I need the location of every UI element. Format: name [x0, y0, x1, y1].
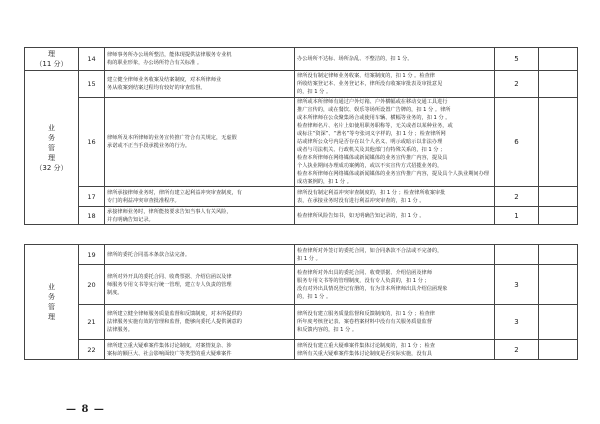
table-row	[25, 340, 578, 360]
evaluation-table-bottom	[24, 244, 578, 360]
blank-cell	[539, 71, 578, 98]
score-cell: 3	[495, 305, 539, 340]
method-cell: 律所没有制定利益冲突审查制度的，扣 1 分 ；检查律所收案审批 表，在承接业务时没有进行利益冲突审查的，扣 1 分 。	[295, 187, 495, 207]
standard-cell: 律所对外开具的委托合同、收费票据、介绍信函以及律 师服务专用文书等实行统一管理，建立专人负责的管理 制度。	[105, 265, 295, 305]
standard-cell: 律所的委托合同基本条款合法完备。	[105, 245, 295, 265]
blank-cell	[539, 245, 578, 265]
blank-cell	[539, 48, 578, 71]
score-cell: 5	[495, 48, 539, 71]
standard-cell: 律所承接律师业务时，律所有建立起利益冲突审查制度，有 专门的利益冲突审查批准程序。	[105, 187, 295, 207]
score-cell: 2	[495, 187, 539, 207]
item-number: 18	[79, 207, 105, 225]
item-number: 14	[79, 48, 105, 71]
method-cell: 检查律所对外签订的委托合同，如合同条款不合法或不完备的， 扣 1 分 。	[295, 245, 495, 265]
table-row	[25, 305, 578, 340]
evaluation-table-top	[24, 47, 578, 225]
standard-cell: 律师事务所办公场所整洁，能体现提供法律服务专业机 构的职业形象，办公场所符合有关标准 。	[105, 48, 295, 71]
category-score: （32 分）	[35, 163, 68, 172]
method-cell: 律所没有建立服务质量监督和反馈制度的，扣 1 分 ；检查律 所年度考核登记表、案卷档案材料中没有有关服务质量监督 和反馈内容的，扣 1 分 。	[295, 305, 495, 340]
score-cell: 1	[495, 207, 539, 225]
blank-cell	[539, 98, 578, 187]
table-row	[25, 98, 578, 187]
score-cell	[495, 245, 539, 265]
item-number: 17	[79, 187, 105, 207]
category-cell: 业 务 管 理 （32 分）	[25, 71, 79, 225]
table-row	[25, 48, 578, 71]
method-cell: 检查律所风险告知书，如无明确告知记录的，扣 1 分 。	[295, 207, 495, 225]
item-number: 21	[79, 305, 105, 340]
table-row	[25, 265, 578, 305]
blank-cell	[539, 265, 578, 305]
method-cell: 检查律所对外出具的委托合同、收费票据、介绍信函及律师 服务专用文书等的管理制度，没有专人负责的，扣 1 分 ； 没有对外出具情况登记有册的，有为非本所律师出具介绍信函现象 的，扣 1 分 。	[295, 265, 495, 305]
blank-cell	[539, 207, 578, 225]
method-cell: 律所或本所律师有通过户外灯箱、户外横幅或在移动交通工具进行 推广宣传的，或在餐饮、娱乐等场所设置广告牌的，扣 1 分 。律所 或本所律师在公众聚集场合或使用车辆、横幅等业务的，扣 1 分 。 检查律师名片、名片上如使用职务职称等，无关或者以某种业务，或 或标注“资深”、“著名”等夸张词义字样的，扣 1 分 ；检查律所网 站或律所公众号内是否存在以个人名义、明示或暗示以非法办理 或者与司法机关、行政机关及其他部门有特殊关系的，扣 1 分 ； 检查本所律师在网络媒体或新闻媒体的业务宣传推广内容，提及具 个人执业期间办理成功案例的，或以不实宣传方式招揽业务的， 检查本所律师在网络媒体或新闻媒体的业务宣传推广内容，提及具个人执业期间办理成功案例的，扣 1 分 。	[295, 98, 495, 187]
score-cell: 2	[495, 340, 539, 360]
blank-cell	[539, 340, 578, 360]
table-row	[25, 71, 578, 98]
table-row	[25, 207, 578, 225]
standard-cell: 律所建立重大疑难案件集体讨论制度，对案情复杂、涉 案标的额巨大、社会影响面较广等类型的重大疑难案件	[105, 340, 295, 360]
page-number: — 8 —	[66, 404, 105, 415]
item-number: 22	[79, 340, 105, 360]
item-number: 19	[79, 245, 105, 265]
method-cell: 律所没有建立重大疑难案件集体讨论制度的，扣 1 分 ；检查 律所有关重大疑难案件集体讨论制度是否实际实施，没有具	[295, 340, 495, 360]
item-number: 15	[79, 71, 105, 98]
method-cell: 律所没有制定律师业务收案、结案制度的，扣 1 分 。检查律 所收结案登记本、业务登记本，律所没有收案审批表及审批意见 的，扣 1 分 。	[295, 71, 495, 98]
category-label: 理	[48, 50, 55, 58]
standard-cell: 承接律师业务时，律所能按要求告知当事人有关风险， 并有明确告知记录。	[105, 207, 295, 225]
blank-cell	[539, 187, 578, 207]
item-number: 20	[79, 265, 105, 305]
category-score: （11 分）	[35, 60, 68, 68]
standard-cell: 律所建立健全律师服务质量监督和反馈制度，对本所提供的 法律服务实施有效的管理和监督，能够向委托人提供满意的 法律服务。	[105, 305, 295, 340]
blank-cell	[539, 305, 578, 340]
category-cell	[25, 48, 79, 71]
standard-cell: 律师所及本所律师的业务宣传推广符合有关规定，无虚假 承诺或不正当手段承揽业务的行为。	[105, 98, 295, 187]
score-cell: 3	[495, 265, 539, 305]
standard-cell: 建立健全律师业务收案及结案制度，对本所律师业 务从收案到结案过程均有较好的审查监督。	[105, 71, 295, 98]
item-number: 16	[79, 98, 105, 187]
category-cell: 业 务 管 理	[25, 245, 79, 360]
score-cell: 2	[495, 71, 539, 98]
score-cell: 6	[495, 98, 539, 187]
method-cell: 办公场所不达标、场所杂乱、不整洁的，扣 1 分。	[295, 48, 495, 71]
table-row	[25, 187, 578, 207]
table-row	[25, 245, 578, 265]
